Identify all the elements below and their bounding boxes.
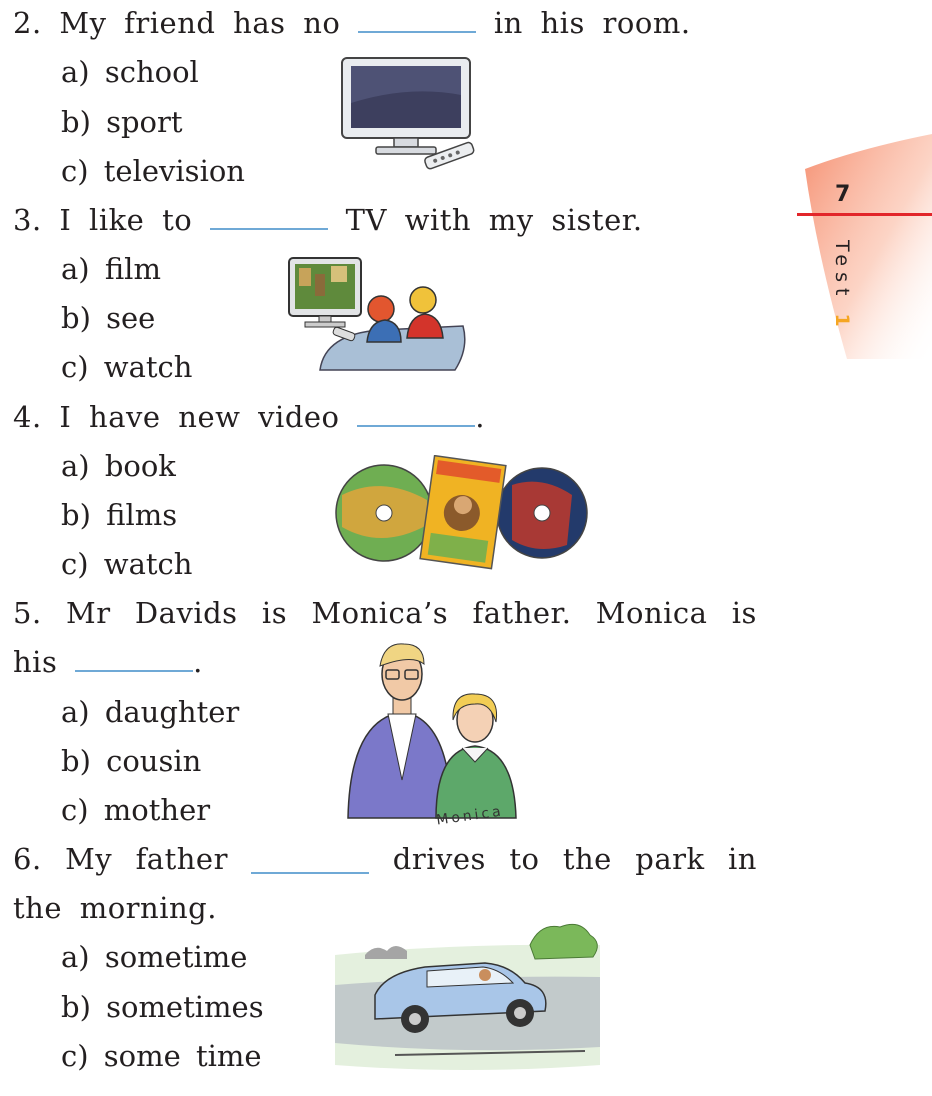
option-2a[interactable]: a) school — [61, 55, 199, 89]
option-4b[interactable]: b) films — [61, 498, 178, 532]
tv-icon — [338, 55, 483, 173]
answer-blank[interactable] — [75, 650, 193, 672]
father-and-daughter — [340, 640, 525, 830]
dvd-discs — [332, 455, 590, 570]
children-watching-tv — [285, 252, 470, 372]
question-4-text: 4. I have new video . — [13, 400, 485, 434]
option-6c[interactable]: c) some time — [61, 1039, 262, 1073]
tab-divider — [797, 213, 932, 216]
question-6-text: 6. My father drives to the park in — [13, 842, 757, 876]
question-5-text: 5. Mr Davids is Monica’s father. Monica is — [13, 596, 757, 630]
option-5c[interactable]: c) mother — [61, 793, 211, 827]
answer-blank[interactable] — [210, 208, 328, 230]
question-2-text: 2. My friend has no in his room. — [13, 6, 691, 40]
question-5-text-line2: his . — [13, 645, 203, 679]
page-number: 7 — [835, 182, 851, 207]
option-4c[interactable]: c) watch — [61, 547, 193, 581]
option-2b[interactable]: b) sport — [61, 105, 183, 139]
side-tab — [797, 134, 932, 359]
option-5b[interactable]: b) cousin — [61, 744, 202, 778]
option-3a[interactable]: a) film — [61, 252, 161, 286]
answer-blank[interactable] — [358, 11, 476, 33]
test-label: Test 1 — [831, 240, 853, 333]
option-6a[interactable]: a) sometime — [61, 940, 248, 974]
option-2c[interactable]: c) television — [61, 154, 245, 188]
option-3c[interactable]: c) watch — [61, 350, 193, 384]
question-6-text-line2: the morning. — [13, 891, 217, 925]
caption-monica: Monica — [435, 803, 505, 829]
option-3b[interactable]: b) see — [61, 301, 156, 335]
option-5a[interactable]: a) daughter — [61, 695, 240, 729]
car-on-road — [335, 915, 605, 1075]
answer-blank[interactable] — [251, 852, 369, 874]
answer-blank[interactable] — [357, 405, 475, 427]
option-6b[interactable]: b) sometimes — [61, 990, 264, 1024]
option-4a[interactable]: a) book — [61, 449, 176, 483]
question-3-text: 3. I like to TV with my sister. — [13, 203, 643, 237]
